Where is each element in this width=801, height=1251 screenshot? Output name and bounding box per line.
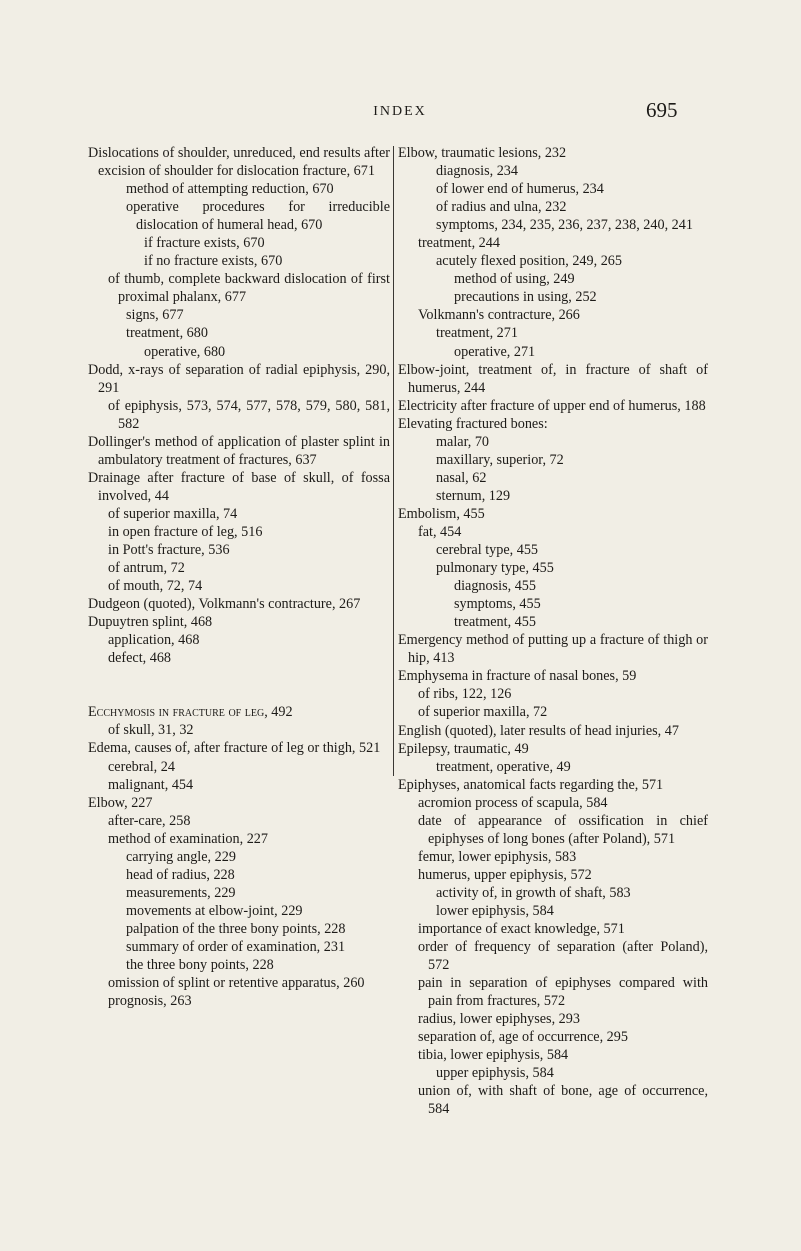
- index-subentry: summary of order of examination, 231: [126, 938, 346, 955]
- column-divider: [393, 146, 394, 776]
- index-subentry: upper epiphysis, 584: [436, 1065, 554, 1082]
- index-subentry: symptoms, 234, 235, 236, 237, 238, 240, 241: [436, 217, 693, 234]
- index-subentry: if no fracture exists, 670: [144, 253, 283, 270]
- index-subentry: of antrum, 72: [108, 560, 185, 577]
- index-subentry: separation of, age of occurrence, 295: [418, 1029, 628, 1046]
- index-subentry: diagnosis, 234: [436, 163, 518, 180]
- index-subentry: radius, lower epiphyses, 293: [418, 1011, 580, 1028]
- index-subentry: symptoms, 455: [454, 596, 541, 613]
- index-subentry: prognosis, 263: [108, 993, 192, 1010]
- index-subentry: malar, 70: [436, 433, 490, 450]
- index-heading: Epiphyses, anatomical facts regarding the, 571: [398, 776, 664, 793]
- index-subentry: maxillary, superior, 72: [436, 451, 564, 468]
- index-subentry: of superior maxilla, 74: [108, 505, 238, 522]
- index-subentry: of ribs, 122, 126: [418, 686, 512, 703]
- index-heading: Elbow, traumatic lesions, 232: [398, 145, 567, 161]
- page-header: [0, 98, 801, 128]
- index-subentry: treatment, 680: [126, 325, 208, 342]
- index-heading: Elbow-joint, treatment of, in fracture of shaft of humerus, 244: [398, 361, 708, 396]
- index-subentry: treatment, 244: [418, 235, 500, 252]
- index-heading: Dudgeon (quoted), Volkmann's contracture, 267: [88, 596, 361, 613]
- index-subentry: carrying angle, 229: [126, 848, 236, 865]
- index-subentry: malignant, 454: [108, 776, 194, 793]
- index-heading: Drainage after fracture of base of skull, of fossa involved, 44: [88, 469, 390, 504]
- index-subentry: of skull, 31, 32: [108, 722, 194, 739]
- index-heading: Epilepsy, traumatic, 49: [398, 740, 529, 757]
- index-subentry: in open fracture of leg, 516: [108, 523, 263, 540]
- index-heading: Emphysema in fracture of nasal bones, 59: [398, 668, 637, 685]
- running-head: INDEX: [373, 104, 427, 119]
- index-subentry: the three bony points, 228: [126, 957, 274, 974]
- index-subentry: treatment, 455: [454, 614, 536, 631]
- index-subentry: lower epiphysis, 584: [436, 902, 554, 919]
- index-subentry: tibia, lower epiphysis, 584: [418, 1047, 569, 1064]
- index-subentry: treatment, operative, 49: [436, 758, 571, 775]
- index-heading: Edema, causes of, after fracture of leg or thigh, 521: [88, 740, 381, 757]
- index-subentry: omission of splint or retentive apparatus, 260: [108, 975, 365, 992]
- index-subentry: treatment, 271: [436, 325, 518, 342]
- index-subentry: in Pott's fracture, 536: [108, 542, 230, 559]
- index-subentry: operative procedures for irreducible dislocation of humeral head, 670: [126, 199, 390, 234]
- index-heading: Dodd, x-rays of separation of radial epiphysis, 290, 291: [88, 361, 390, 396]
- index-subentry: defect, 468: [108, 650, 172, 667]
- index-heading: Emergency method of putting up a fracture of thigh or hip, 413: [398, 632, 708, 667]
- index-subentry: measurements, 229: [126, 884, 236, 901]
- index-heading: Ecchymosis in fracture of leg, 492: [88, 704, 293, 721]
- index-subentry: importance of exact knowledge, 571: [418, 921, 625, 938]
- index-subentry: cerebral, 24: [108, 758, 175, 775]
- index-subentry: head of radius, 228: [126, 866, 235, 883]
- index-subentry: precautions in using, 252: [454, 289, 597, 306]
- index-subentry: operative, 271: [454, 343, 536, 360]
- index-heading: Elevating fractured bones:: [398, 415, 548, 432]
- index-heading: Elbow, 227: [88, 794, 153, 811]
- index-subentry: sternum, 129: [436, 487, 511, 504]
- index-subentry: of superior maxilla, 72: [418, 704, 548, 721]
- section-gap: [88, 667, 390, 703]
- index-subentry: of lower end of humerus, 234: [436, 181, 604, 198]
- index-subentry: cerebral type, 455: [436, 542, 539, 559]
- index-subentry: Volkmann's contracture, 266: [418, 307, 580, 324]
- index-subentry: operative, 680: [144, 343, 226, 360]
- index-subentry: femur, lower epiphysis, 583: [418, 848, 577, 865]
- index-subentry: movements at elbow-joint, 229: [126, 902, 303, 919]
- index-subentry: method of attempting reduction, 670: [126, 181, 334, 198]
- index-subentry: pulmonary type, 455: [436, 560, 554, 577]
- index-subentry: activity of, in growth of shaft, 583: [436, 884, 631, 901]
- index-subentry: order of frequency of separation (after Poland), 572: [418, 939, 708, 974]
- index-subentry: palpation of the three bony points, 228: [126, 920, 346, 937]
- index-subentry: method of using, 249: [454, 271, 575, 288]
- index-subentry: pain in separation of epiphyses compared with pain from fractures, 572: [418, 975, 708, 1010]
- index-subentry: nasal, 62: [436, 469, 487, 486]
- index-subentry: union of, with shaft of bone, age of occurrence, 584: [418, 1083, 708, 1118]
- index-heading: English (quoted), later results of head injuries, 47: [398, 722, 679, 739]
- index-column-left: [88, 144, 390, 1010]
- index-subentry: method of examination, 227: [108, 830, 268, 847]
- index-subentry: date of appearance of ossification in chief epiphyses of long bones (after Poland), 571: [418, 812, 708, 847]
- index-subentry: after-care, 258: [108, 812, 191, 829]
- index-subentry: of radius and ulna, 232: [436, 199, 567, 216]
- index-heading: Dollinger's method of application of plaster splint in ambulatory treatment of fractures, 637: [88, 433, 390, 468]
- index-column-right: [398, 144, 708, 1119]
- index-subentry: application, 468: [108, 632, 200, 649]
- index-subentry: of epiphysis, 573, 574, 577, 578, 579, 580, 581, 582: [108, 397, 390, 432]
- index-heading: Dupuytren splint, 468: [88, 614, 213, 631]
- index-subentry: of thumb, complete backward dislocation of first proximal phalanx, 677: [108, 271, 390, 306]
- index-subentry: if fracture exists, 670: [144, 235, 265, 252]
- index-heading: Embolism, 455: [398, 505, 485, 522]
- index-subentry: humerus, upper epiphysis, 572: [418, 866, 592, 883]
- index-subentry: diagnosis, 455: [454, 578, 536, 595]
- index-subentry: fat, 454: [418, 523, 462, 540]
- page-number: 695: [646, 98, 678, 122]
- index-subentry: of mouth, 72, 74: [108, 578, 203, 595]
- index-heading: Dislocations of shoulder, unreduced, end results after excision of shoulder for dislocation fracture, 671: [88, 145, 391, 180]
- index-subentry: acromion process of scapula, 584: [418, 794, 608, 811]
- index-subentry: acutely flexed position, 249, 265: [436, 253, 622, 270]
- index-heading: Electricity after fracture of upper end of humerus, 188: [398, 397, 706, 414]
- index-subentry: signs, 677: [126, 307, 184, 324]
